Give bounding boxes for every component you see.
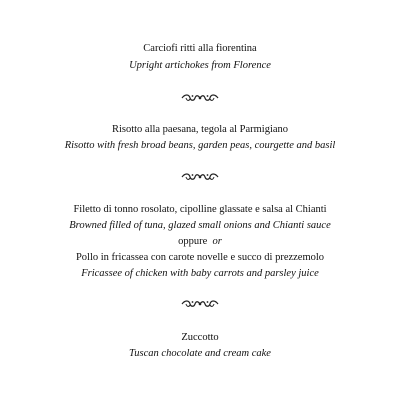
course3-option1-italian: Filetto di tonno rosolato, cipolline glassate e salsa al Chianti: [73, 204, 327, 215]
ornament-divider-icon: [0, 93, 400, 103]
ornament-divider-icon: [0, 172, 400, 182]
course2-italian: Risotto alla paesana, tegola al Parmigiano: [111, 124, 289, 135]
flourish-icon: [180, 93, 220, 103]
course4-english: Tuscan chocolate and cream cake: [129, 348, 271, 359]
course2-english: Risotto with fresh broad beans, garden peas, courgette and basil: [64, 140, 336, 151]
course3-option2-english: Fricassee of chicken with baby carrots and parsley juice: [81, 268, 319, 279]
flourish-icon: [180, 172, 220, 182]
separator-italian: oppure: [178, 236, 208, 247]
course4-italian: Zuccotto: [181, 332, 219, 343]
flourish-icon: [180, 299, 220, 309]
separator-english: or: [212, 236, 222, 247]
course3-separator: [0, 235, 400, 248]
course3-option2-italian: Pollo in fricassea con carote novelle e succo di prezzemolo: [75, 252, 325, 263]
course3-option1-english: Browned filled of tuna, glazed small onions and Chianti sauce: [69, 220, 331, 231]
course1-italian: Carciofi ritti alla fiorentina: [143, 43, 257, 54]
ornament-divider-icon: [0, 299, 400, 309]
course1-english: Upright artichokes from Florence: [129, 60, 271, 71]
